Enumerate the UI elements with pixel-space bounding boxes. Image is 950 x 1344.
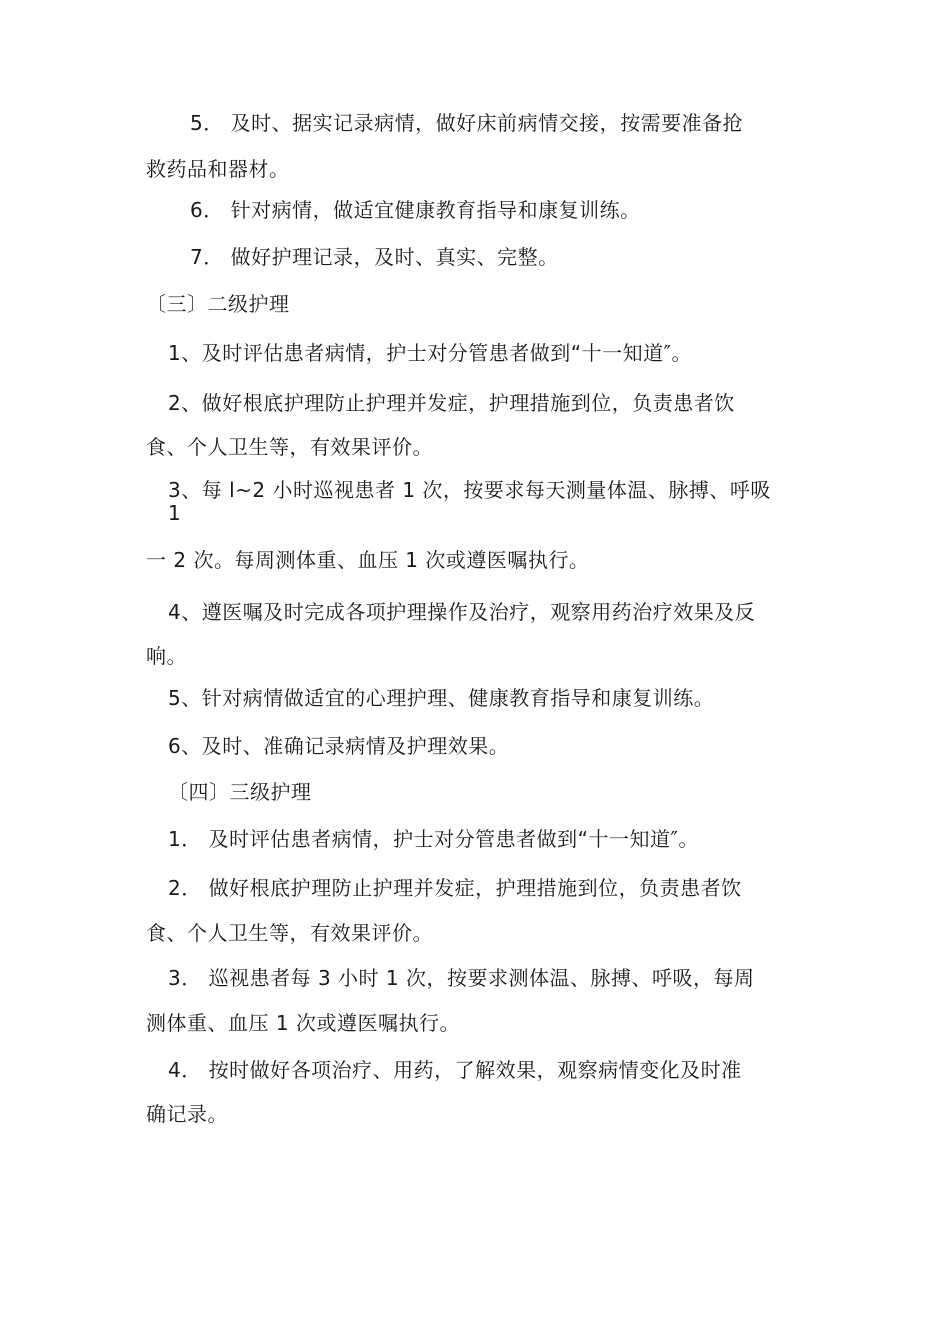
text-line: 7． 做好护理记录，及时、真实、完整。 [190, 245, 559, 269]
text-line: 6、及时、准确记录病情及护理效果。 [168, 734, 510, 758]
text-line: 2、做好根底护理防止护理并发症，护理措施到位，负责患者饮 [168, 391, 735, 415]
text-line: 4、遵医嘱及时完成各项护理操作及治疗，观察用药治疗效果及反 [168, 600, 756, 624]
text-line: 2． 做好根底护理防止护理并发症，护理措施到位，负责患者饮 [168, 876, 742, 900]
text-line: 测体重、血压 1 次或遵医嘱执行。 [146, 1011, 460, 1035]
text-line: 确记录。 [146, 1102, 228, 1126]
text-line: 3、每 l~2 小时巡视患者 1 次，按要求每天测量体温、脉搏、呼吸 [168, 478, 771, 502]
text-line: 3． 巡视患者每 3 小时 1 次，按要求测体温、脉搏、呼吸，每周 [168, 966, 755, 990]
section-heading: 〔三〕二级护理 [146, 292, 290, 316]
text-line: 1 [168, 501, 182, 525]
text-line: 食、个人卫生等，有效果评价。 [146, 435, 433, 459]
text-line: 响。 [146, 644, 187, 668]
text-line: 5． 及时、据实记录病情，做好床前病情交接，按需要准备抢 [190, 111, 744, 135]
text-line: 4． 按时做好各项治疗、用药，了解效果，观察病情变化及时准 [168, 1058, 742, 1082]
text-line: 救药品和器材。 [146, 157, 290, 181]
section-heading: 〔四〕三级护理 [168, 780, 312, 804]
text-line: 5、针对病情做适宜的心理护理、健康教育指导和康复训练。 [168, 686, 715, 710]
text-line: 一 2 次。每周测体重、血压 1 次或遵医嘱执行。 [146, 548, 590, 572]
text-line: 6． 针对病情，做适宜健康教育指导和康复训练。 [190, 198, 641, 222]
text-line: 1． 及时评估患者病情，护士对分管患者做到“十一知道″。 [168, 827, 699, 851]
text-line: 食、个人卫生等，有效果评价。 [146, 921, 433, 945]
text-line: 1、及时评估患者病情，护士对分管患者做到“十一知道″。 [168, 341, 693, 365]
